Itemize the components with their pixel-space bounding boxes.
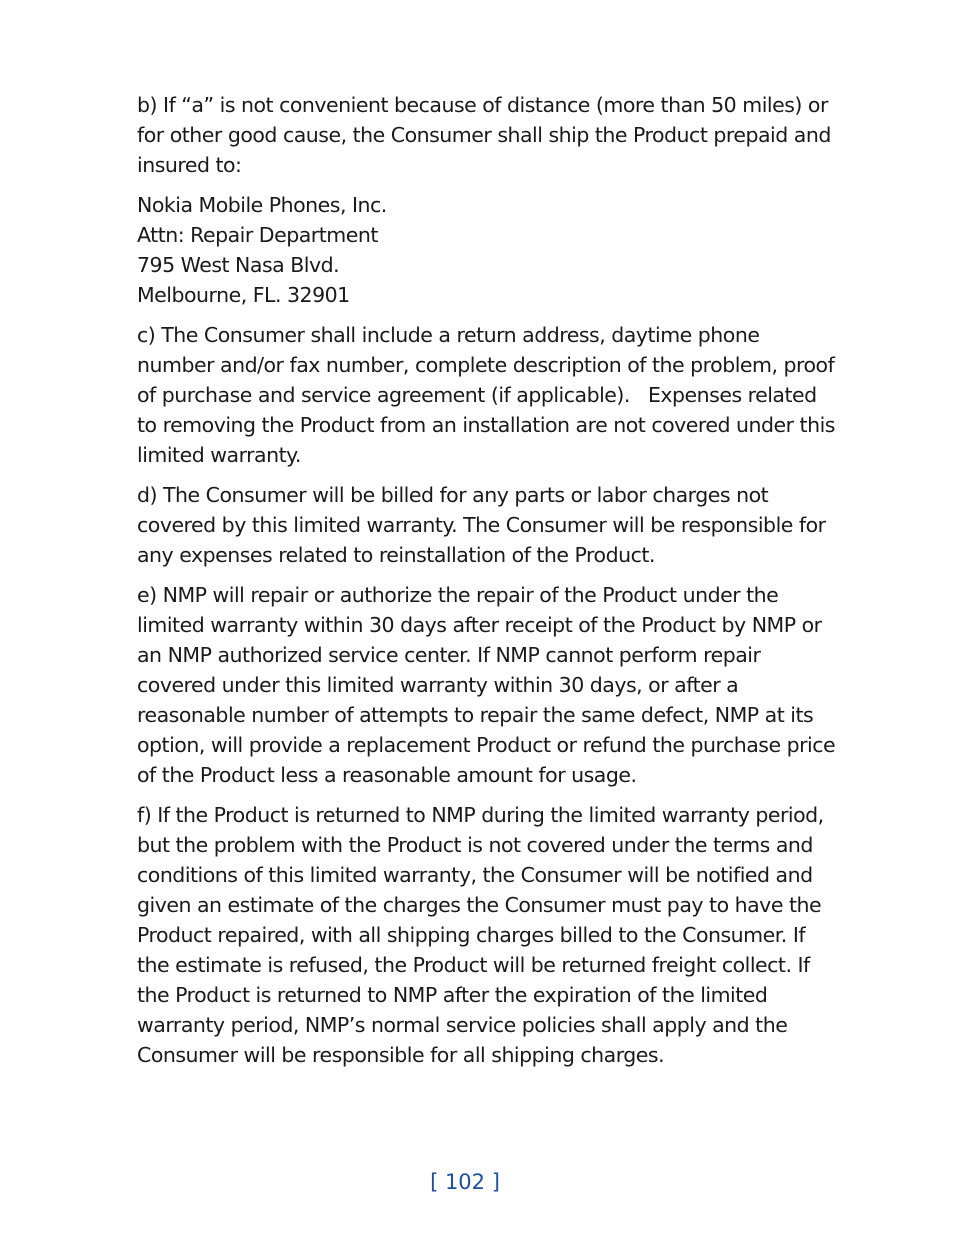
paragraph-d: d) The Consumer will be billed for any parts or labor charges not covered by this limited warranty. The Consumer will be responsible for any expenses related to reinstallation of the Product. xyxy=(137,483,826,567)
mailing-address xyxy=(137,190,837,310)
address-line-city: Melbourne, FL. 32901 xyxy=(137,283,350,307)
page-number: [ 102 ] xyxy=(430,1170,500,1194)
address-line-street: 795 West Nasa Blvd. xyxy=(137,253,340,277)
document-body xyxy=(137,90,841,1080)
paragraph-c: c) The Consumer shall include a return address, daytime phone number and/or fax number, complete description of the problem, proof of purchase and service agreement (if applicable). Expenses related to removing the Product from an installation are not covered under this limited warranty. xyxy=(137,323,841,467)
address-line-attn: Attn: Repair Department xyxy=(137,223,378,247)
paragraph-b: b) If “a” is not convenient because of distance (more than 50 miles) or for other good cause, the Consumer shall ship the Product prepaid and insured to: xyxy=(137,93,831,177)
address-line-company: Nokia Mobile Phones, Inc. xyxy=(137,193,387,217)
paragraph-e: e) NMP will repair or authorize the repair of the Product under the limited warranty within 30 days after receipt of the Product by NMP or an NMP authorized service center. If NMP cannot perform repair covered under this limited warranty within 30 days, or after a reasonable number of attempts to repair the same defect, NMP at its option, will provide a replacement Product or refund the purchase price of the Product less a reasonable amount for usage. xyxy=(137,583,836,787)
paragraph-f: f) If the Product is returned to NMP during the limited warranty period, but the problem with the Product is not covered under the terms and conditions of this limited warranty, the Consumer will be notified and given an estimate of the charges the Consumer must pay to have the Product repaired, with all shipping charges billed to the Consumer. If the estimate is refused, the Product will be returned freight collect. If the Product is returned to NMP after the expiration of the limited warranty period, NMP’s normal service policies shall apply and the Consumer will be responsible for all shipping charges. xyxy=(137,803,824,1067)
